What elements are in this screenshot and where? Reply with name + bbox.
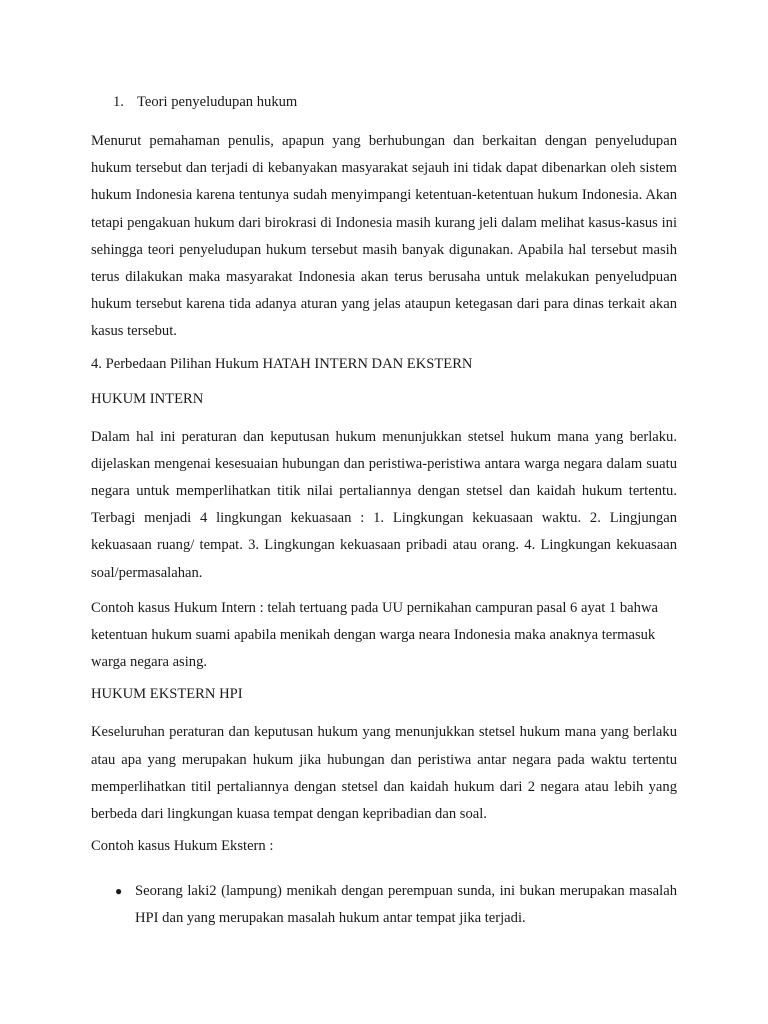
list-item xyxy=(115,878,677,932)
hukum-ekstern-heading: HUKUM EKSTERN HPI xyxy=(91,686,243,703)
heading-title: Teori penyeludupan hukum xyxy=(137,94,298,110)
section-4-heading: 4. Perbedaan Pilihan Hukum HATAH INTERN DAN EKSTERN xyxy=(91,355,473,372)
document-page xyxy=(91,92,677,933)
numbered-heading-1 xyxy=(113,92,677,112)
paragraph-contoh-intern: Contoh kasus Hukum Intern : telah tertuang pada UU pernikahan campuran pasal 6 ayat 1 bahwa ketentuan hukum suami apabila menikah dengan warga neara Indonesia maka anaknya termasuk warga negara asing. xyxy=(91,599,658,671)
paragraph-penyeludupan: Menurut pemahaman penulis, apapun yang berhubungan dan berkaitan dengan penyeludupan hukum tersebut dan terjadi di kebanyakan masyarakat sejauh ini tidak dapat dibenarkan oleh sistem hukum Indonesia karena tentunya sudah menyimpangi ketentuan-ketentuan hukum Indonesia. Akan tetapi pengakuan hukum dari birokrasi di Indonesia masih kurang jeli dalam melihat kasus-kasus ini sehingga teori penyeludupan hukum tersebut masih banyak digunakan. Apabila hal tersebut masih terus dilakukan maka masyarakat Indonesia akan terus berusaha untuk melakukan penyeludpuan hukum tersebut karena tida adanya aturan yang jelas ataupun ketegasan dari para dinas terkait akan kasus tersebut. xyxy=(91,133,677,340)
paragraph-hukum-intern: Dalam hal ini peraturan dan keputusan hukum menunjukkan stetsel hukum mana yang berlaku. dijelaskan mengenai kesesuaian hubungan dan peristiwa-peristiwa antara warga negara dalam suatu negara untuk memperlihatkan titik nilai pertaliannya dengan stetsel dan kaidah hukum tertentu. Terbagi menjadi 4 lingkungan kekuasaan : 1. Lingkungan kekuasaan waktu. 2. Lingjungan kekuasaan ruang/ tempat. 3. Lingkungan kekuasaan pribadi atau orang. 4. Lingkungan kekuasaan soal/permasalahan. xyxy=(91,428,677,581)
hukum-intern-heading: HUKUM INTERN xyxy=(91,390,204,407)
heading-number: 1. xyxy=(113,94,124,110)
bullet-text: Seorang laki2 (lampung) menikah dengan perempuan sunda, ini bukan merupakan masalah HPI dan yang merupakan masalah hukum antar tempat jika terjadi. xyxy=(135,883,677,927)
bullet-icon: ● xyxy=(115,884,123,899)
contoh-ekstern-label: Contoh kasus Hukum Ekstern : xyxy=(91,838,274,855)
paragraph-hukum-ekstern: Keseluruhan peraturan dan keputusan hukum yang menunjukkan stetsel hukum mana yang berlaku atau apa yang merupakan hukum jika hubungan dan peristiwa antar negara pada waktu tertentu memperlihatkan titil pertaliannya dengan stetsel dan kaidah hukum dari 2 negara atau lebih yang berbeda dari lingkungan kuasa tempat dengan kepribadian dan soal. xyxy=(91,724,677,823)
